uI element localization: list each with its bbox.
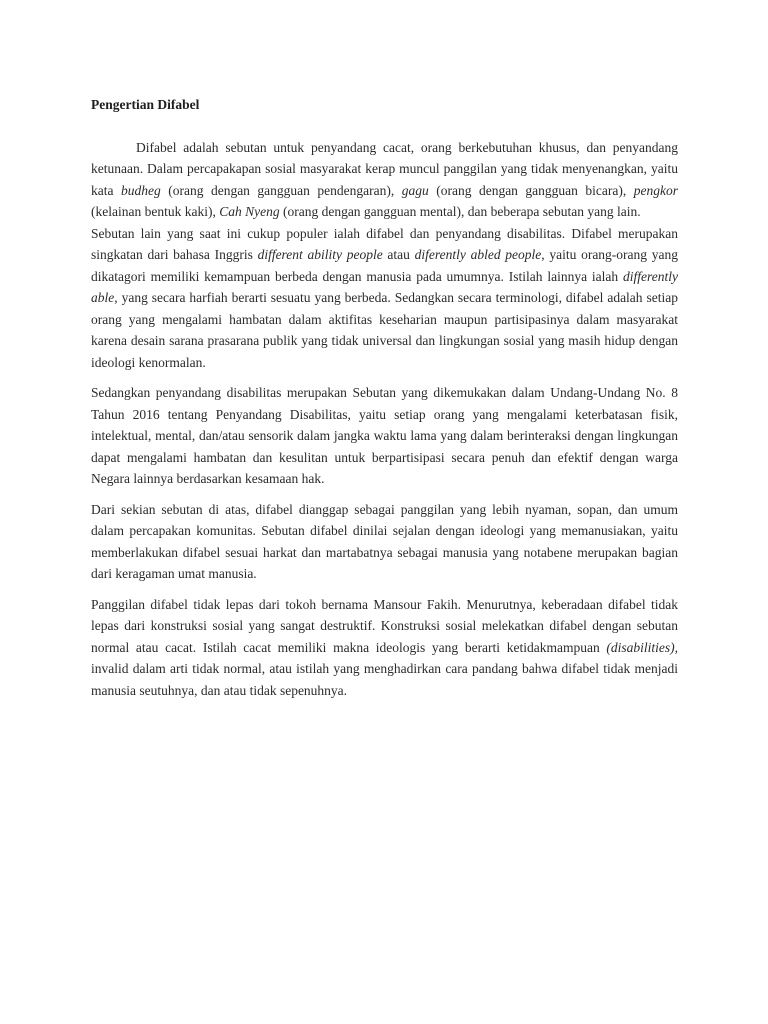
paragraph-5-text-2: invalid dalam arti tidak normal, atau istilah yang menghadirkan cara pandang bahwa difabel tidak menjadi manusia seutuhnya, dan atau tidak sepenuhnya.	[91, 661, 678, 698]
term-budheg: budheg	[120, 182, 161, 198]
paragraph-5	[91, 594, 678, 702]
paragraph-1-text-2: (orang dengan gangguan pendengaran),	[160, 182, 402, 198]
term-disabilities: (disabilities),	[606, 639, 678, 655]
term-gagu: gagu	[401, 182, 429, 198]
paragraph-1-text-5: (orang dengan gangguan mental), dan beberapa sebutan yang lain.	[279, 204, 641, 219]
paragraph-2-text-2: atau	[382, 247, 415, 262]
document-title: Pengertian Difabel	[91, 97, 200, 112]
document-body	[91, 94, 678, 701]
paragraph-2-text-4: , yang secara harfiah berarti sesuatu yang berbeda. Sedangkan secara terminologi, difabel adalah setiap orang yang mengalami hambatan dalam aktifitas keseharian maupun partisipasinya dalam masyarakat karena desain sarana prasarana publik yang tidak universal dan lingkungan sosial yang masih hidup dengan ideologi kenormalan.	[91, 290, 678, 370]
term-differently-able: differently able	[91, 268, 678, 305]
paragraph-3: Sedangkan penyandang disabilitas merupakan Sebutan yang dikemukakan dalam Undang-Undang No. 8 Tahun 2016 tentang Penyandang Disabilitas, yaitu setiap orang yang mengalami keterbatasan fisik, intelektual, mental, dan/atau sensorik dalam jangka waktu lama yang dalam berinteraksi dengan lingkungan dapat mengalami hambatan dan kesulitan untuk berpartisipasi secara penuh dan efektif dengan warga Negara lainnya berdasarkan kesamaan hak.	[91, 385, 678, 486]
paragraph-1-text-1: Difabel adalah sebutan untuk penyandang cacat, orang berkebutuhan khusus, dan penyandang ketunaan. Dalam percapakapan sosial masyarakat kerap muncul panggilan yang tidak menyenangkan, yaitu kata	[91, 139, 678, 198]
paragraph-2-text-3: , yaitu orang-orang yang dikatagori memiliki kemampuan berbeda dengan manusia pada umumnya. Istilah lainnya ialah	[91, 247, 678, 284]
term-diferently-abled-people: diferently abled people	[414, 247, 542, 262]
paragraph-2-text-1: Sebutan lain yang saat ini cukup populer ialah difabel dan penyandang disabilitas. Difabel merupakan singkatan dari bahasa Inggris	[91, 225, 678, 262]
paragraph-1	[91, 137, 678, 223]
paragraph-2	[91, 223, 678, 374]
term-pengkor: pengkor	[633, 182, 678, 198]
paragraph-1-text-4: (kelainan bentuk kaki),	[91, 204, 220, 219]
paragraph-1-text-3: (orang dengan gangguan bicara),	[428, 182, 634, 198]
paragraph-5-text-1: Panggilan difabel tidak lepas dari tokoh bernama Mansour Fakih. Menurutnya, keberadaan difabel tidak lepas dari konstruksi sosial yang sangat destruktif. Konstruksi sosial melekatkan difabel dengan sebutan normal atau cacat. Istilah cacat memiliki makna ideologis yang berarti ketidakmampuan	[91, 596, 678, 655]
term-different-ability-people: different ability people	[257, 247, 383, 262]
paragraph-4: Dari sekian sebutan di atas, difabel dianggap sebagai panggilan yang lebih nyaman, sopan, dan umum dalam percapakan komunitas. Sebutan difabel dinilai sejalan dengan ideologi yang memanusiakan, yaitu memberlakukan difabel sesuai harkat dan martabatnya sebagai manusia yang notabene merupakan bagian dari keragaman umat manusia.	[91, 501, 678, 581]
term-cah-nyeng: Cah Nyeng	[219, 204, 280, 219]
